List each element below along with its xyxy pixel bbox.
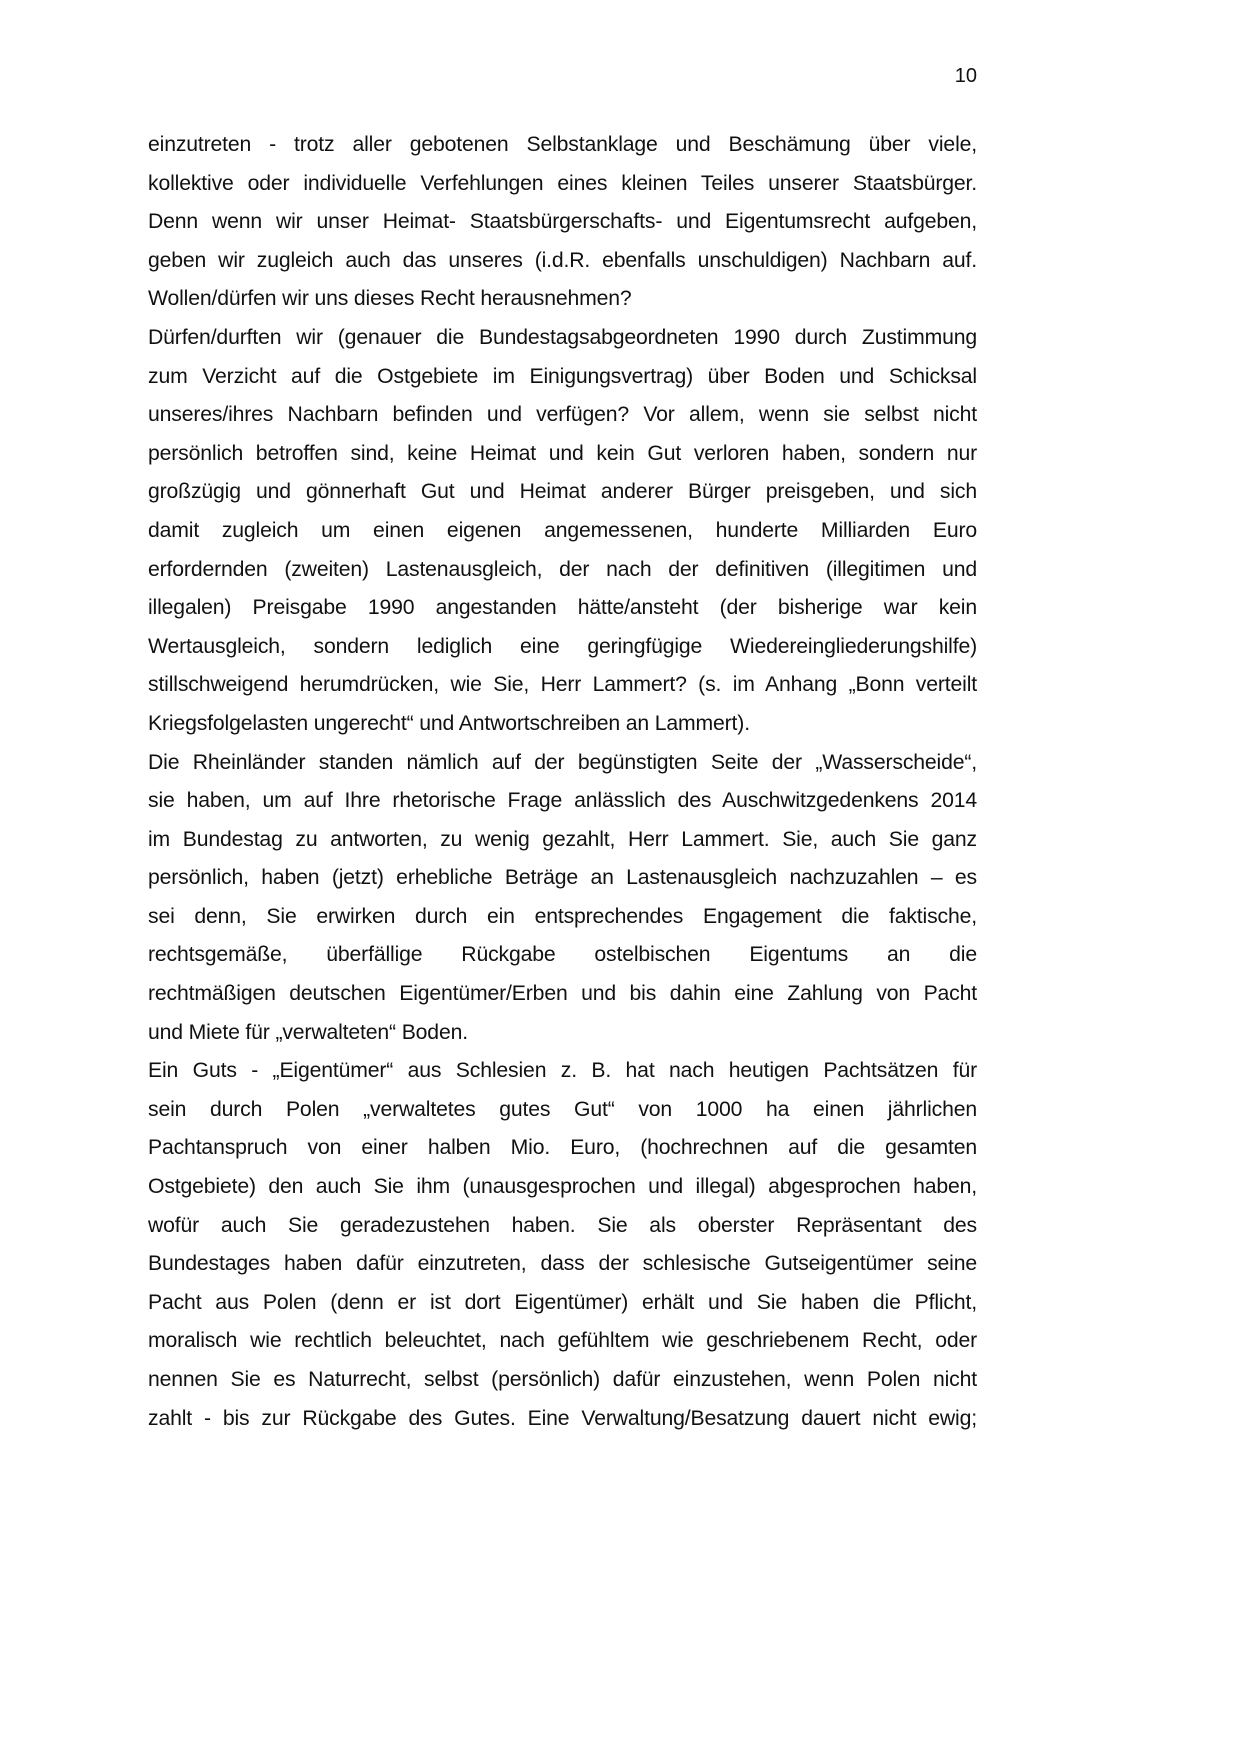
text-line: stillschweigend herumdrücken, wie Sie, Herr Lammert? (s. im Anhang „Bonn verteilt [148,673,977,697]
text-line: und Miete für „verwalteten“ Boden. [148,1020,468,1044]
text-line: Kriegsfolgelasten ungerecht“ und Antwortschreiben an Lammert). [148,711,750,735]
text-line: persönlich, haben (jetzt) erhebliche Beträge an Lastenausgleich nachzuzahlen – es [148,866,977,890]
text-line: im Bundestag zu antworten, zu wenig gezahlt, Herr Lammert. Sie, auch Sie ganz [148,827,977,851]
text-line: Denn wenn wir unser Heimat- Staatsbürgerschafts- und Eigentumsrecht aufgeben, [148,210,977,234]
text-line: Wertausgleich, sondern lediglich eine geringfügige Wiedereingliederungshilfe) [148,634,977,658]
text-line: großzügig und gönnerhaft Gut und Heimat anderer Bürger preisgeben, und sich [148,480,977,504]
text-line: Die Rheinländer standen nämlich auf der begünstigten Seite der „Wasserscheide“, [148,750,977,774]
text-line: sein durch Polen „verwaltetes gutes Gut“ von 1000 ha einen jährlichen [148,1097,977,1121]
text-line: moralisch wie rechtlich beleuchtet, nach gefühltem wie geschriebenem Recht, oder [148,1329,977,1353]
text-line: Pacht aus Polen (denn er ist dort Eigentümer) erhält und Sie haben die Pflicht, [148,1290,977,1314]
text-line: kollektive oder individuelle Verfehlungen eines kleinen Teiles unserer Staatsbürger. [148,171,977,195]
text-line: wofür auch Sie geradezustehen haben. Sie als oberster Repräsentant des [148,1213,977,1237]
page-number: 10 [954,65,977,87]
text-line: damit zugleich um einen eigenen angemessenen, hunderte Milliarden Euro [148,518,977,542]
text-line: nennen Sie es Naturrecht, selbst (persönlich) dafür einzustehen, wenn Polen nicht [148,1368,977,1391]
text-line: rechtmäßigen deutschen Eigentümer/Erben und bis dahin eine Zahlung von Pacht [148,982,977,1006]
text-line: Wollen/dürfen wir uns dieses Recht herausnehmen? [148,287,632,311]
text-line: zum Verzicht auf die Ostgebiete im Einigungsvertrag) über Boden und Schicksal [148,364,977,388]
text-line: illegalen) Preisgabe 1990 angestanden hätte/ansteht (der bisherige war kein [148,596,977,620]
text-line: geben wir zugleich auch das unseres (i.d.R. ebenfalls unschuldigen) Nachbarn auf. [148,248,977,272]
text-line: Bundestages haben dafür einzutreten, dass der schlesische Gutseigentümer seine [148,1252,977,1276]
text-line: einzutreten - trotz aller gebotenen Selbstanklage und Beschämung über viele, [148,133,977,156]
text-line: unseres/ihres Nachbarn befinden und verfügen? Vor allem, wenn sie selbst nicht [148,403,977,427]
text-line: Pachtanspruch von einer halben Mio. Euro, (hochrechnen auf die gesamten [148,1136,977,1160]
text-line: sie haben, um auf Ihre rhetorische Frage anlässlich des Auschwitzgedenkens 2014 [148,789,977,813]
text-line: persönlich betroffen sind, keine Heimat und kein Gut verloren haben, sondern nur [148,441,977,465]
text-line: sei denn, Sie erwirken durch ein entsprechendes Engagement die faktische, [148,904,977,928]
text-line: Ein Guts - „Eigentümer“ aus Schlesien z. B. hat nach heutigen Pachtsätzen für [148,1059,977,1083]
text-line: Ostgebiete) den auch Sie ihm (unausgesprochen und illegal) abgesprochen haben, [148,1175,977,1199]
text-line: rechtsgemäße, überfällige Rückgabe ostelbischen Eigentums an die [148,943,977,967]
text-line: Dürfen/durften wir (genauer die Bundestagsabgeordneten 1990 durch Zustimmung [148,325,977,349]
text-line: erfordernden (zweiten) Lastenausgleich, der nach der definitiven (illegitimen und [148,557,977,581]
text-line: zahlt - bis zur Rückgabe des Gutes. Eine Verwaltung/Besatzung dauert nicht ewig; [148,1406,977,1430]
body-text [148,131,977,1443]
